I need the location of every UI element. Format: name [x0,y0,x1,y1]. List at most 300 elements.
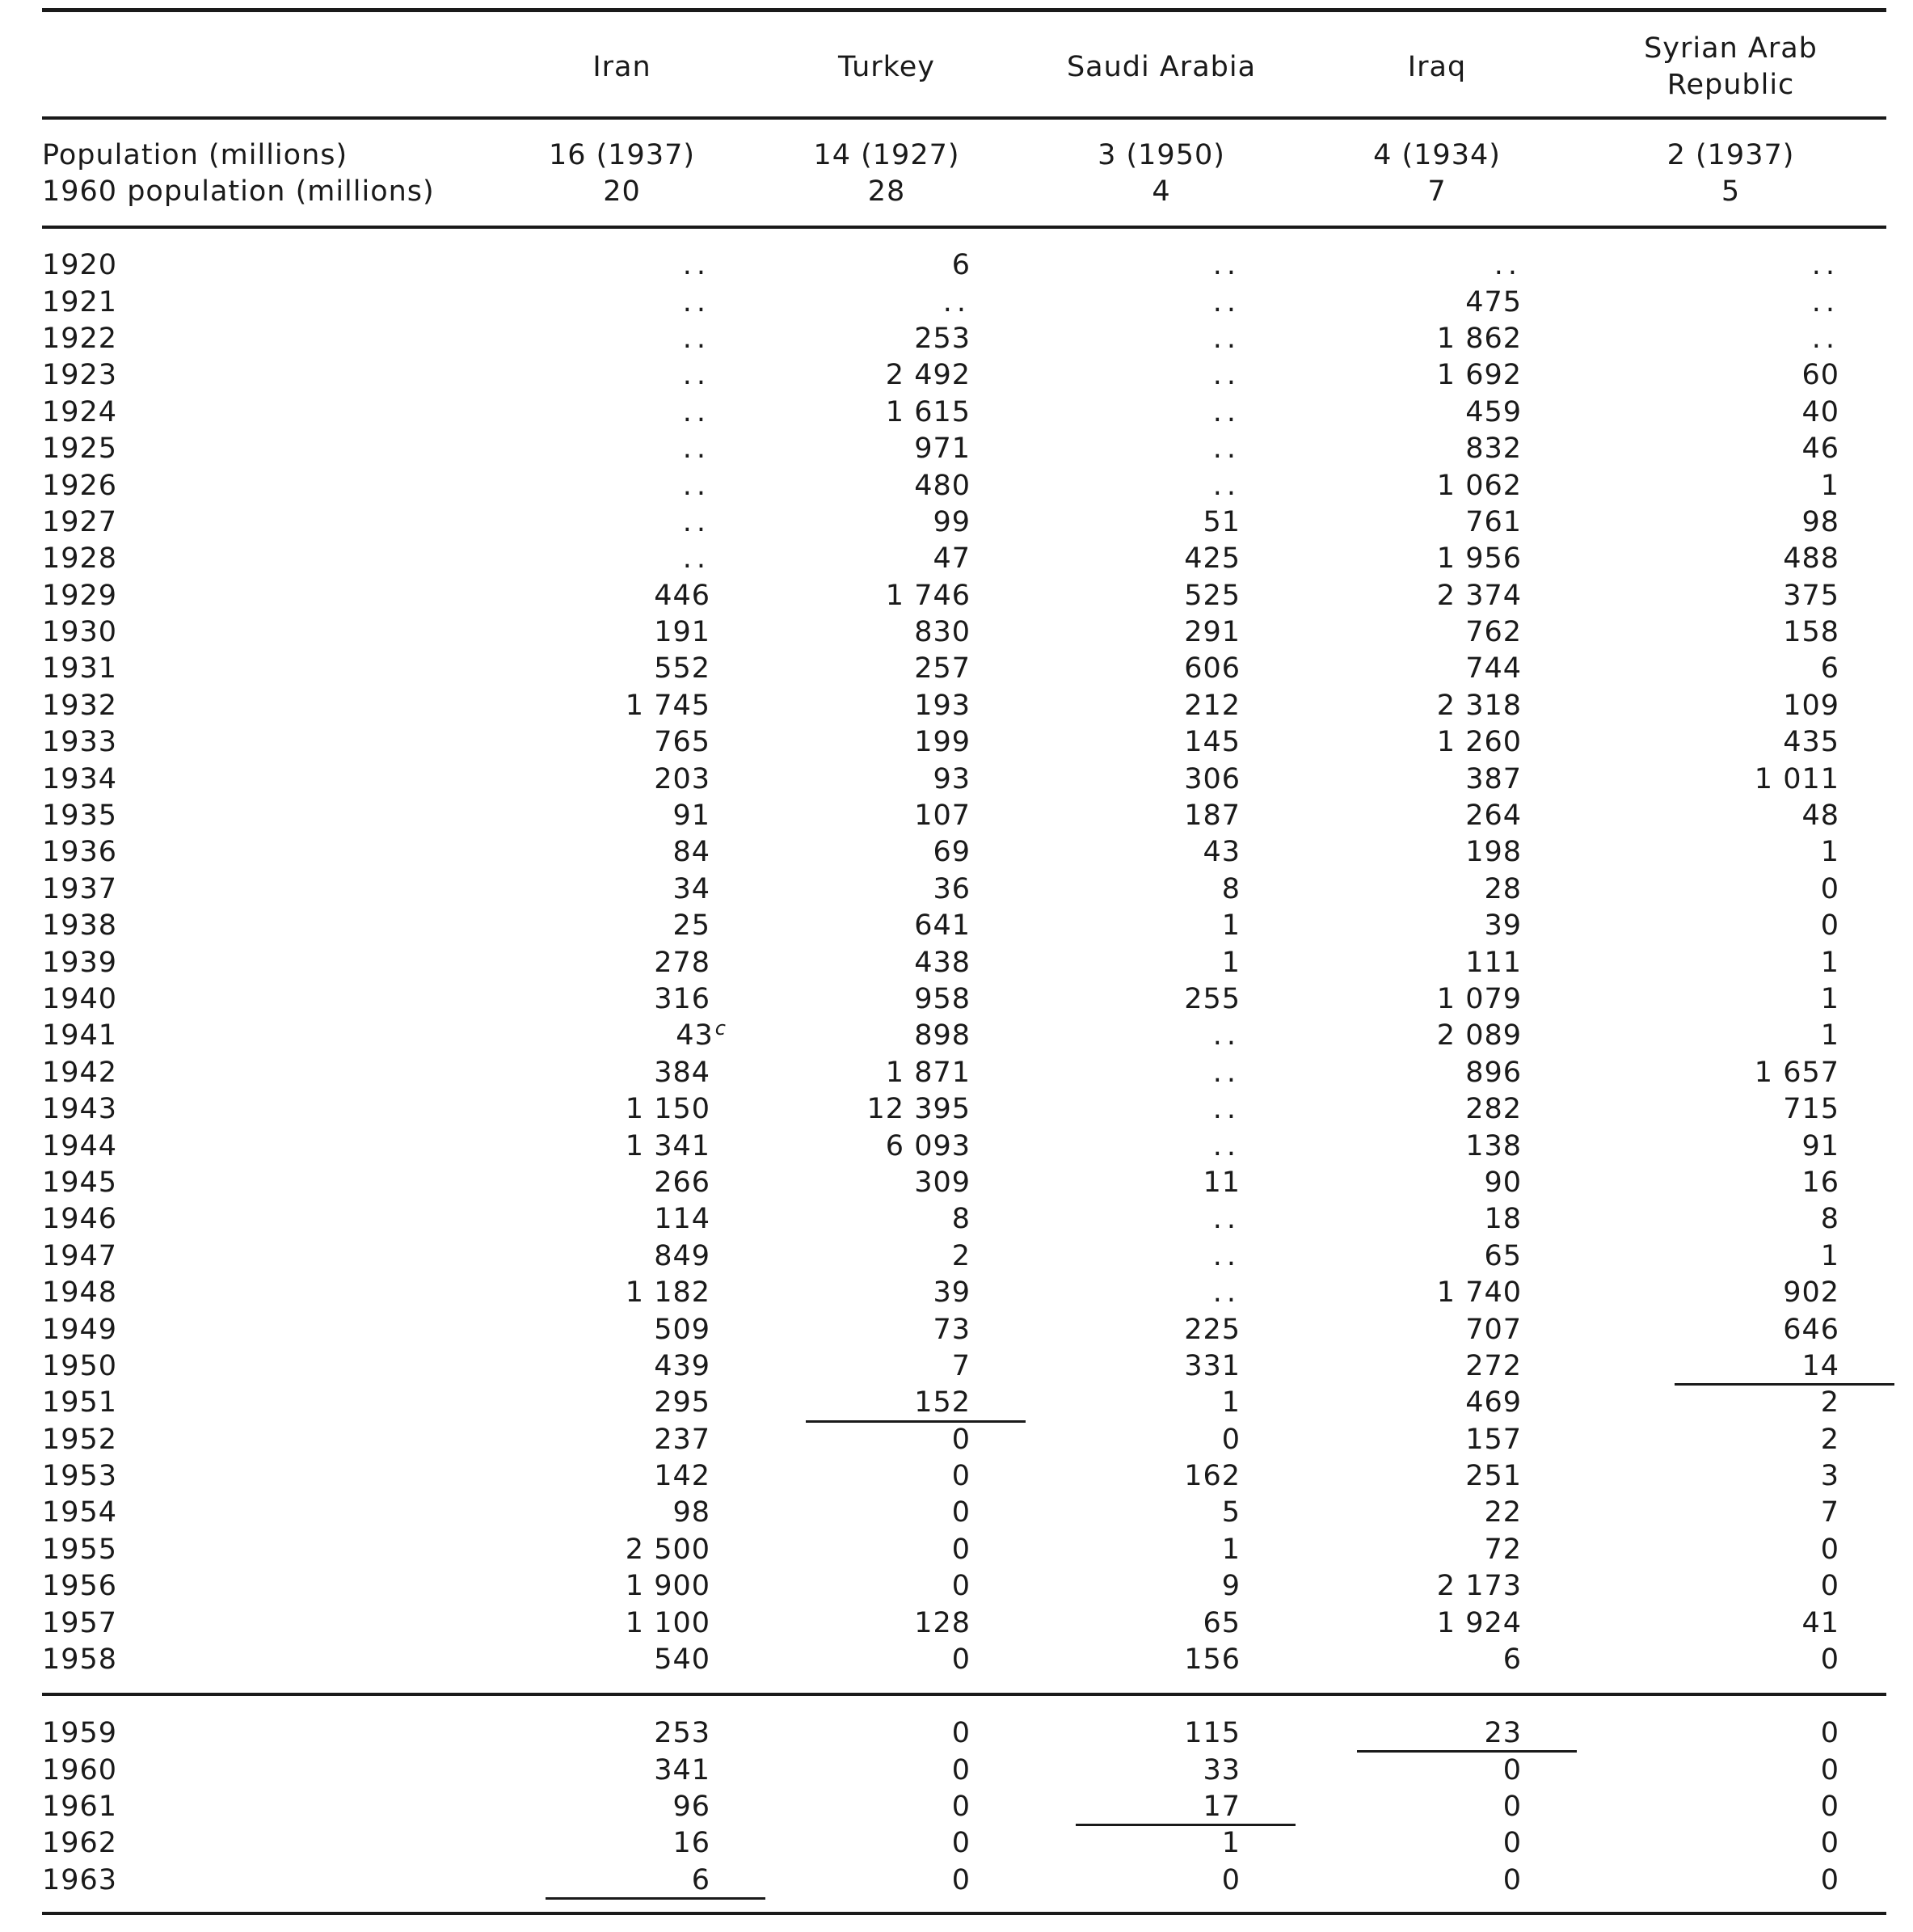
value-saudi-arabia [1024,1348,1299,1385]
year-cell: 1932 [42,689,118,722]
value-text: 14 [1801,1349,1839,1382]
value-syria [1575,1385,1886,1421]
value-text: 0 [951,1423,971,1456]
year-cell: 1955 [42,1533,118,1566]
value-iraq [1299,724,1575,761]
value-text: .. [1212,469,1241,502]
value-saudi-arabia [1024,688,1299,724]
value-text: 0 [1820,1753,1839,1786]
value-iraq [1299,651,1575,687]
value-iran [495,834,749,871]
value-turkey [749,1422,1024,1458]
value-text: 1 745 [625,689,710,722]
value-syria [1575,1752,1886,1788]
value-text: 8 [951,1203,971,1236]
value-saudi-arabia [1024,1568,1299,1605]
value-text: 0 [1502,1790,1522,1823]
value-text: 438 [914,946,971,979]
table-row [42,1311,1886,1348]
value-text: 306 [1184,762,1241,795]
value-iraq [1299,1715,1575,1752]
value-turkey [749,871,1024,908]
table-row [42,1091,1886,1128]
value-iran [495,688,749,724]
value-iraq [1299,578,1575,614]
value-text: 2 [1820,1423,1839,1456]
value-text: 0 [951,1533,971,1566]
bottom-rule [42,1912,1886,1915]
value-text: 0 [1820,909,1839,943]
value-iran [495,357,749,394]
table-row [42,321,1886,357]
value-turkey [749,1752,1024,1788]
value-text: 830 [914,616,971,649]
value-text: 272 [1465,1349,1522,1382]
value-text: 60 [1801,359,1839,392]
value-text: .. [682,249,710,282]
value-syria [1575,651,1886,687]
value-text: 1 [1221,909,1241,943]
table-row [42,431,1886,467]
value-text: 1 740 [1436,1276,1522,1310]
value-iraq [1299,761,1575,797]
value-iran [495,1238,749,1275]
value-iran [495,1495,749,1531]
table-row [42,578,1886,614]
value-text: 6 [1820,652,1839,685]
value-text: 157 [1465,1423,1522,1456]
value-text: 90 [1484,1166,1522,1199]
value-iraq [1299,1532,1575,1568]
value-text: 255 [1184,983,1241,1015]
year-cell: 1949 [42,1313,118,1346]
value-saudi-arabia [1024,1201,1299,1238]
value-text: 16 [1801,1166,1839,1199]
table-row [42,1568,1886,1605]
value-text: 715 [1783,1093,1839,1126]
value-turkey [749,614,1024,651]
value-iran [495,1422,749,1458]
value-text: .. [682,395,710,428]
value-turkey [749,1605,1024,1641]
table-row [42,908,1886,944]
population-1960-label: 1960 population (millions) [42,175,435,208]
population-1960-row [42,174,1886,210]
value-turkey [749,688,1024,724]
value-text: 91 [1801,1129,1839,1162]
value-text: 387 [1465,762,1522,795]
year-cell: 1958 [42,1643,118,1677]
year-cell: 1952 [42,1423,118,1456]
value-iraq [1299,1862,1575,1899]
value-text: 39 [1484,909,1522,943]
value-text: 17 [1203,1790,1241,1823]
value-text: 98 [672,1496,710,1529]
value-turkey [749,1385,1024,1421]
table-row [42,944,1886,981]
value-iraq [1299,1128,1575,1164]
value-text: 99 [933,505,971,538]
value-iran [495,1605,749,1641]
value-saudi-arabia [1024,651,1299,687]
value-text: 295 [654,1386,710,1419]
value-iraq [1299,321,1575,357]
value-iran [495,1752,749,1788]
value-text: 16 [672,1827,710,1860]
value-iran [495,247,749,284]
value-text: 40 [1801,395,1839,428]
value-text: 18 [1484,1203,1522,1236]
table-row [42,1789,1886,1825]
value-syria [1575,724,1886,761]
value-iran [495,321,749,357]
value-saudi-arabia [1024,908,1299,944]
value-text: .. [682,469,710,502]
value-turkey [749,1311,1024,1348]
value-text: 84 [672,836,710,869]
value-syria [1575,1862,1886,1899]
value-saudi-arabia [1024,981,1299,1018]
value-saudi-arabia [1024,761,1299,797]
value-syria [1575,944,1886,981]
value-text: .. [682,322,710,355]
value-syria [1575,1642,1886,1678]
year-cell: 1961 [42,1790,118,1823]
value-text: 43 [676,1019,714,1052]
year-cell: 1942 [42,1056,118,1089]
table-row [42,761,1886,797]
value-text: 316 [654,983,710,1015]
value-turkey [749,761,1024,797]
value-text: 0 [1820,872,1839,905]
value-iran [495,1825,749,1862]
value-turkey [749,908,1024,944]
value-text: 0 [951,1717,971,1750]
value-syria [1575,1348,1886,1385]
year-cell: 1950 [42,1349,118,1382]
value-text: 765 [654,726,710,759]
value-text: 0 [951,1496,971,1529]
table-row [42,1055,1886,1091]
value-syria [1575,1568,1886,1605]
value-iraq [1299,834,1575,871]
value-text: 225 [1184,1313,1241,1346]
value-saudi-arabia [1024,1018,1299,1054]
value-saudi-arabia [1024,1165,1299,1201]
value-syria [1575,467,1886,504]
table-row [42,394,1886,431]
value-text: 0 [1502,1863,1522,1896]
value-saudi-arabia [1024,467,1299,504]
population-1960-iran: 20 [603,175,641,208]
value-saudi-arabia [1024,1495,1299,1531]
value-text: 0 [951,1643,971,1677]
value-iraq [1299,1018,1575,1054]
value-text: 191 [654,616,710,649]
value-text: 291 [1184,616,1241,649]
table-header [42,23,1886,112]
value-iran [495,614,749,651]
value-text: 114 [654,1203,710,1236]
value-text: 1 924 [1436,1606,1522,1639]
value-text: 971 [914,432,971,466]
value-saudi-arabia [1024,1055,1299,1091]
value-iran [495,1091,749,1128]
table-row [42,1715,1886,1752]
value-text: 552 [654,652,710,685]
value-text: 375 [1783,579,1839,612]
value-text: 111 [1465,946,1522,979]
value-text: .. [682,359,710,392]
value-text: 1 [1820,1239,1839,1272]
value-text: 251 [1465,1460,1522,1493]
year-cell: 1960 [42,1753,118,1786]
value-saudi-arabia [1024,1238,1299,1275]
value-text: 488 [1783,542,1839,576]
value-text: 266 [654,1166,710,1199]
value-text: 762 [1465,616,1522,649]
value-turkey [749,1789,1024,1825]
table-row [42,284,1886,320]
yearly-data-table [42,247,1886,1678]
value-text: 1 956 [1436,542,1522,576]
value-iraq [1299,1275,1575,1311]
value-iraq [1299,1348,1575,1385]
value-turkey [749,1348,1024,1385]
value-text: 212 [1184,689,1241,722]
year-cell: 1943 [42,1093,118,1126]
value-saudi-arabia [1024,284,1299,320]
value-syria [1575,284,1886,320]
header-saudi-arabia: Saudi Arabia [1066,50,1257,83]
value-turkey [749,357,1024,394]
value-text: .. [1212,1093,1241,1126]
year-cell: 1951 [42,1386,118,1419]
value-text: 237 [654,1423,710,1456]
value-iraq [1299,1825,1575,1862]
value-saudi-arabia [1024,578,1299,614]
value-saudi-arabia [1024,541,1299,577]
value-text: 896 [1465,1056,1522,1089]
table-row [42,1422,1886,1458]
value-iran [495,1165,749,1201]
year-cell: 1953 [42,1460,118,1493]
value-saudi-arabia [1024,1715,1299,1752]
value-turkey [749,1055,1024,1091]
value-text: 36 [933,872,971,905]
value-iran [495,1532,749,1568]
value-text: 509 [654,1313,710,1346]
year-cell: 1920 [42,249,118,282]
value-text: 1 100 [625,1606,710,1639]
value-text: 525 [1184,579,1241,612]
population-turkey: 14 (1927) [813,139,960,171]
value-saudi-arabia [1024,504,1299,541]
value-text: 199 [914,726,971,759]
value-iran [495,1789,749,1825]
year-cell: 1924 [42,395,118,428]
population-1960-saudi-arabia: 4 [1152,175,1171,208]
value-syria [1575,394,1886,431]
population-label: Population (millions) [42,139,348,171]
value-text: 198 [1465,836,1522,869]
value-iran [495,981,749,1018]
value-turkey [749,944,1024,981]
value-iran [495,504,749,541]
value-text: 138 [1465,1129,1522,1162]
value-syria [1575,981,1886,1018]
value-text: 193 [914,689,971,722]
table-row [42,1862,1886,1899]
value-text: 958 [914,983,971,1015]
value-text: 0 [1502,1827,1522,1860]
value-text: 331 [1184,1349,1241,1382]
table-row [42,1165,1886,1201]
value-text: 1 011 [1754,762,1839,795]
value-text: 2 173 [1436,1570,1522,1603]
value-text: .. [1811,322,1839,355]
value-saudi-arabia [1024,1752,1299,1788]
table-row [42,541,1886,577]
value-text: 2 318 [1436,689,1522,722]
value-text: 1 657 [1754,1056,1839,1089]
year-cell: 1962 [42,1827,118,1860]
value-iraq [1299,1422,1575,1458]
value-text: 128 [914,1606,971,1639]
value-saudi-arabia [1024,1091,1299,1128]
value-turkey [749,1715,1024,1752]
table-row [42,981,1886,1018]
value-text: .. [1212,249,1241,282]
population-1960-syria: 5 [1721,175,1741,208]
value-turkey [749,1825,1024,1862]
value-syria [1575,1091,1886,1128]
table-row [42,1495,1886,1531]
value-iran [495,944,749,981]
value-text: 1 [1221,1386,1241,1419]
value-text: 832 [1465,432,1522,466]
value-iraq [1299,1789,1575,1825]
value-saudi-arabia [1024,1458,1299,1495]
header-blank [42,23,495,112]
value-text: 65 [1203,1606,1241,1639]
value-text: .. [1212,1276,1241,1310]
value-iraq [1299,614,1575,651]
value-turkey [749,1238,1024,1275]
value-syria [1575,761,1886,797]
value-iran [495,1642,749,1678]
value-iraq [1299,1165,1575,1201]
value-text: 91 [672,799,710,833]
value-turkey [749,724,1024,761]
year-cell: 1921 [42,285,118,318]
value-text: 11 [1203,1166,1241,1199]
value-iran [495,651,749,687]
value-iran [495,1201,749,1238]
year-cell: 1937 [42,872,118,905]
header-turkey: Turkey [838,50,935,83]
table-row [42,1275,1886,1311]
year-cell: 1931 [42,652,118,685]
value-turkey [749,1532,1024,1568]
value-iran [495,1458,749,1495]
table-row [42,1752,1886,1788]
value-saudi-arabia [1024,1862,1299,1899]
value-text: 253 [914,322,971,355]
header-rule [42,116,1886,120]
year-cell: 1954 [42,1496,118,1529]
value-text: 203 [654,762,710,795]
value-iraq [1299,1201,1575,1238]
value-turkey [749,651,1024,687]
value-saudi-arabia [1024,1789,1299,1825]
table-row [42,1348,1886,1385]
value-syria [1575,431,1886,467]
value-text: .. [1212,1203,1241,1236]
value-text: 475 [1465,285,1522,318]
value-iran [495,541,749,577]
value-iran [495,908,749,944]
value-turkey [749,1128,1024,1164]
value-syria [1575,541,1886,577]
footnote-mark: c [714,1016,727,1040]
value-text: 435 [1783,726,1839,759]
value-text: 152 [914,1386,971,1419]
year-cell: 1959 [42,1717,118,1750]
value-iraq [1299,1458,1575,1495]
value-syria [1575,614,1886,651]
value-text: 43 [1203,836,1241,869]
value-turkey [749,834,1024,871]
value-saudi-arabia [1024,357,1299,394]
value-syria [1575,504,1886,541]
value-saudi-arabia [1024,321,1299,357]
value-text: 2 500 [625,1533,710,1566]
value-syria [1575,871,1886,908]
value-text: 707 [1465,1313,1522,1346]
value-iraq [1299,541,1575,577]
value-text: 69 [933,836,971,869]
value-iran [495,284,749,320]
table-row [42,1642,1886,1678]
value-iran [495,1715,749,1752]
value-iraq [1299,1605,1575,1641]
value-text: 439 [654,1349,710,1382]
table-row [42,357,1886,394]
population-1960-turkey: 28 [867,175,906,208]
value-text: 0 [1820,1643,1839,1677]
population-row [42,137,1886,174]
value-text: 0 [951,1753,971,1786]
value-syria [1575,1458,1886,1495]
value-text: 8 [1221,872,1241,905]
value-text: .. [1811,249,1839,282]
year-cell: 1928 [42,542,118,576]
year-cell: 1934 [42,762,118,795]
table-row [42,834,1886,871]
value-text: 1 [1820,983,1839,1015]
value-text: 73 [933,1313,971,1346]
value-iran [495,1128,749,1164]
value-iran [495,1348,749,1385]
value-text: 1 062 [1436,469,1522,502]
value-iraq [1299,1238,1575,1275]
value-syria [1575,1422,1886,1458]
value-iraq [1299,944,1575,981]
value-text: 0 [1820,1863,1839,1896]
value-text: 96 [672,1790,710,1823]
section-rule [42,1693,1886,1696]
